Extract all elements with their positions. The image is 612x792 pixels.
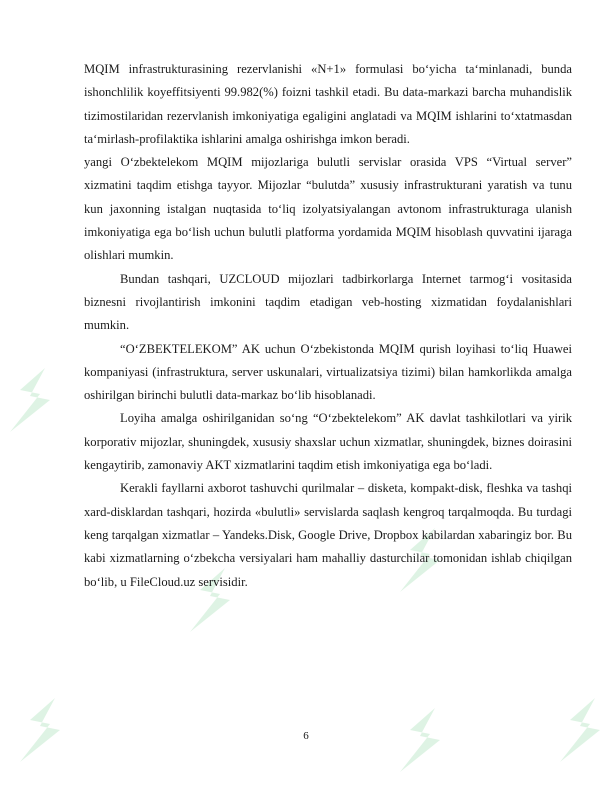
paragraph-3: Bundan tashqari, UZCLOUD mijozlari tadbirkorlarga Internet tarmog‘i vositasida biznesni rivojlantirish imkonini taqdim etadigan veb-hosting xizmatidan foydalanishlari mumkin. [84,271,572,333]
paragraph-5: Loyiha amalga oshirilganidan so‘ng “O‘zbektelekom” AK davlat tashkilotlari va yirik korporativ mijozlar, shuningdek, xususiy shaxslar uchun xizmatlar, shuningdek, biznes doirasini kengaytirib, zamonaviy AKT xizmatlarini taqdim etish imkoniyatiga ega bo‘ladi. [84,411,572,473]
watermark-logo-icon [0,360,70,440]
paragraph-1: MQIM infrastrukturasining rezervlanishi «N+1» formulasi bo‘yicha ta‘minlanadi, bunda ishonchlilik koyeffitsiyenti 99.982(%) foizni tashkil etadi. Bu data-markazi barcha muhandislik tizimostilaridan rezervlanish imkoniyatiga egaligini anglatadi va MQIM ishlarini to‘xtatmasdan ta‘mirlash-profilaktika ishlarini amalga oshirishga imkon beradi. [84,62,572,146]
paragraph-2: yangi O‘zbektelekom MQIM mijozlariga bulutli servislar orasida VPS “Virtual server” xizmatini taqdim etishga tayyor. Mijozlar “bulutda” xususiy infrastrukturani yaratish va tunu kun jaxonning istalgan nuqtasida to‘liq izolyatsiyalangan avtonom infrastrukturaga ulanish imkoniyatiga ega bo‘lish uchun bulutli platforma yordamida MQIM hisoblash quvvatini ijaraga olishlari mumkin. [84,155,572,263]
page-number: 6 [303,730,309,742]
document-body [84,58,572,594]
paragraph-4: “O‘ZBEKTELEKOM” AK uchun O‘zbekistonda MQIM qurish loyihasi to‘liq Huawei kompaniyasi (infrastruktura, server uskunalari, virtualizatsiya tizimi) bilan hamkorlikda amalga oshirilgan birinchi bulutli data-markaz bo‘lib hisoblanadi. [84,341,572,403]
paragraph-6: Kerakli fayllarni axborot tashuvchi qurilmalar – disketa, kompakt-disk, fleshka va tashqi xard-disklardan tashqari, hozirda «bulutli» servislarda saqlash kengroq tarqalmoqda. Bu turdagi keng tarqalgan xizmatlar – Yandeks.Disk, Google Drive, Dropbox kabilardan xabaringiz bor. Bu kabi xizmatlarning o‘zbekcha versiyalari ham mahalliy dasturchilar tomonidan ishlab chiqilgan bo‘lib, u FileCloud.uz servisidir. [84,481,572,589]
